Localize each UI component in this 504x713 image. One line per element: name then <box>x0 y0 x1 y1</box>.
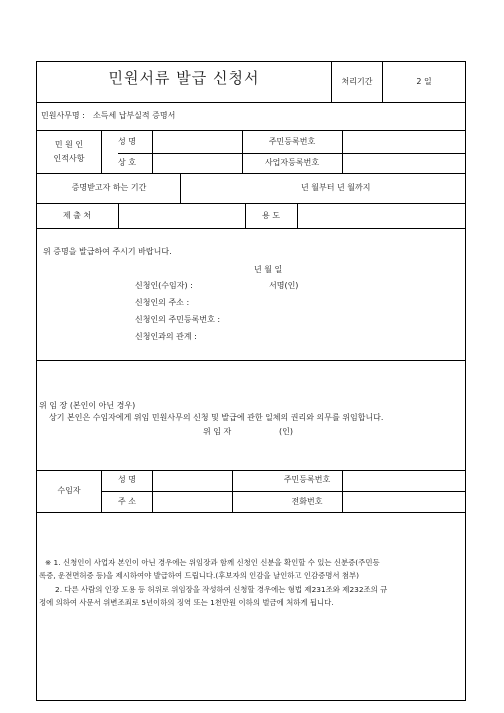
request-date: 년 월 일 <box>254 265 283 274</box>
period-label: 증명받고자 하는 기간 <box>71 183 147 192</box>
address-line: 신청인의 주소 : <box>135 298 190 307</box>
delegator-label: 위 임 자 <box>203 427 232 436</box>
row-divider <box>37 173 465 174</box>
row-divider <box>37 228 465 229</box>
submit-to-field[interactable] <box>119 204 244 227</box>
agent-rrn-field[interactable] <box>343 471 466 490</box>
col-divider <box>242 130 243 173</box>
note-line: ※ 1. 신청인이 사업자 본인이 아닌 경우에는 위임장과 함께 신청인 신분을 확인할 수 있는 신분증(주민등 <box>45 558 380 567</box>
period-text: 년 월부터 년 월까지 <box>301 183 371 192</box>
row-divider <box>37 512 465 513</box>
agent-label: 수임자 <box>57 486 81 495</box>
delegation-text: 상기 본인은 수임자에게 위임 민원사무의 신청 및 발급에 관한 일체의 권리와 의무를 위임합니다. <box>49 413 384 422</box>
signature-mark: 서명(인) <box>269 281 299 290</box>
use-field[interactable] <box>298 204 466 227</box>
note-line: 정에 의하여 사문서 위변조죄로 5년이하의 징역 또는 1천만원 이하의 벌금에 처하게 됩니다. <box>39 598 334 607</box>
col-divider <box>101 130 102 173</box>
row-divider <box>37 360 465 361</box>
petition-label: 민원사무명 : <box>41 111 85 120</box>
petition-value: 소득세 납부실적 증명서 <box>93 111 176 120</box>
processing-value: 2 일 <box>416 77 432 86</box>
col-divider <box>331 62 332 102</box>
col-divider <box>101 470 102 512</box>
note-line: 록증, 운전면허증 등)을 제시하여야 발급하여 드립니다.(후보자의 인감을 날인하고 인감증명서 첨부) <box>39 571 360 580</box>
applicant-section-label: 인적사항 <box>53 154 85 163</box>
col-divider <box>232 470 233 512</box>
brn-field[interactable] <box>343 154 466 172</box>
note-line: 2. 다른 사람의 인장 도용 등 허위로 위임장을 작성하여 신청할 경우에는 형법 제231조와 제232조의 규 <box>55 585 388 594</box>
company-label: 상 호 <box>118 158 136 167</box>
applicant-line: 신청인(수임자) : <box>135 281 193 290</box>
submit-to-label: 제 출 처 <box>62 211 92 220</box>
seal-mark: (인) <box>279 427 293 436</box>
application-form <box>36 61 466 701</box>
delegation-title: 위 임 장 (본인이 아닌 경우) <box>39 401 136 410</box>
agent-name-field[interactable] <box>153 471 231 490</box>
col-divider <box>180 173 181 203</box>
col-divider <box>245 203 246 228</box>
company-field[interactable] <box>153 154 241 172</box>
rrn-label: 주민등록번호 <box>268 137 316 146</box>
agent-address-field[interactable] <box>153 492 231 511</box>
processing-label: 처리기간 <box>341 77 373 86</box>
request-text: 위 증명을 발급하여 주시기 바랍니다. <box>43 247 172 256</box>
brn-label: 사업자등록번호 <box>264 158 320 167</box>
agent-phone-label: 전화번호 <box>291 497 323 506</box>
name-label: 성 명 <box>118 137 136 146</box>
applicant-rrn-line: 신청인의 주민등록번호 : <box>135 315 221 324</box>
name-field[interactable] <box>153 131 241 152</box>
agent-phone-field[interactable] <box>343 492 466 511</box>
agent-rrn-label: 주민등록번호 <box>283 475 331 484</box>
col-divider <box>382 62 383 102</box>
form-title: 민원서류 발급 신청서 <box>108 69 260 87</box>
applicant-section-label: 민 원 인 <box>54 140 84 149</box>
row-divider <box>37 102 465 103</box>
agent-name-label: 성 명 <box>118 475 136 484</box>
relation-line: 신청인과의 관계 : <box>135 332 197 341</box>
agent-address-label: 주 소 <box>118 497 136 506</box>
rrn-field[interactable] <box>343 131 466 152</box>
use-label: 용 도 <box>262 211 280 220</box>
